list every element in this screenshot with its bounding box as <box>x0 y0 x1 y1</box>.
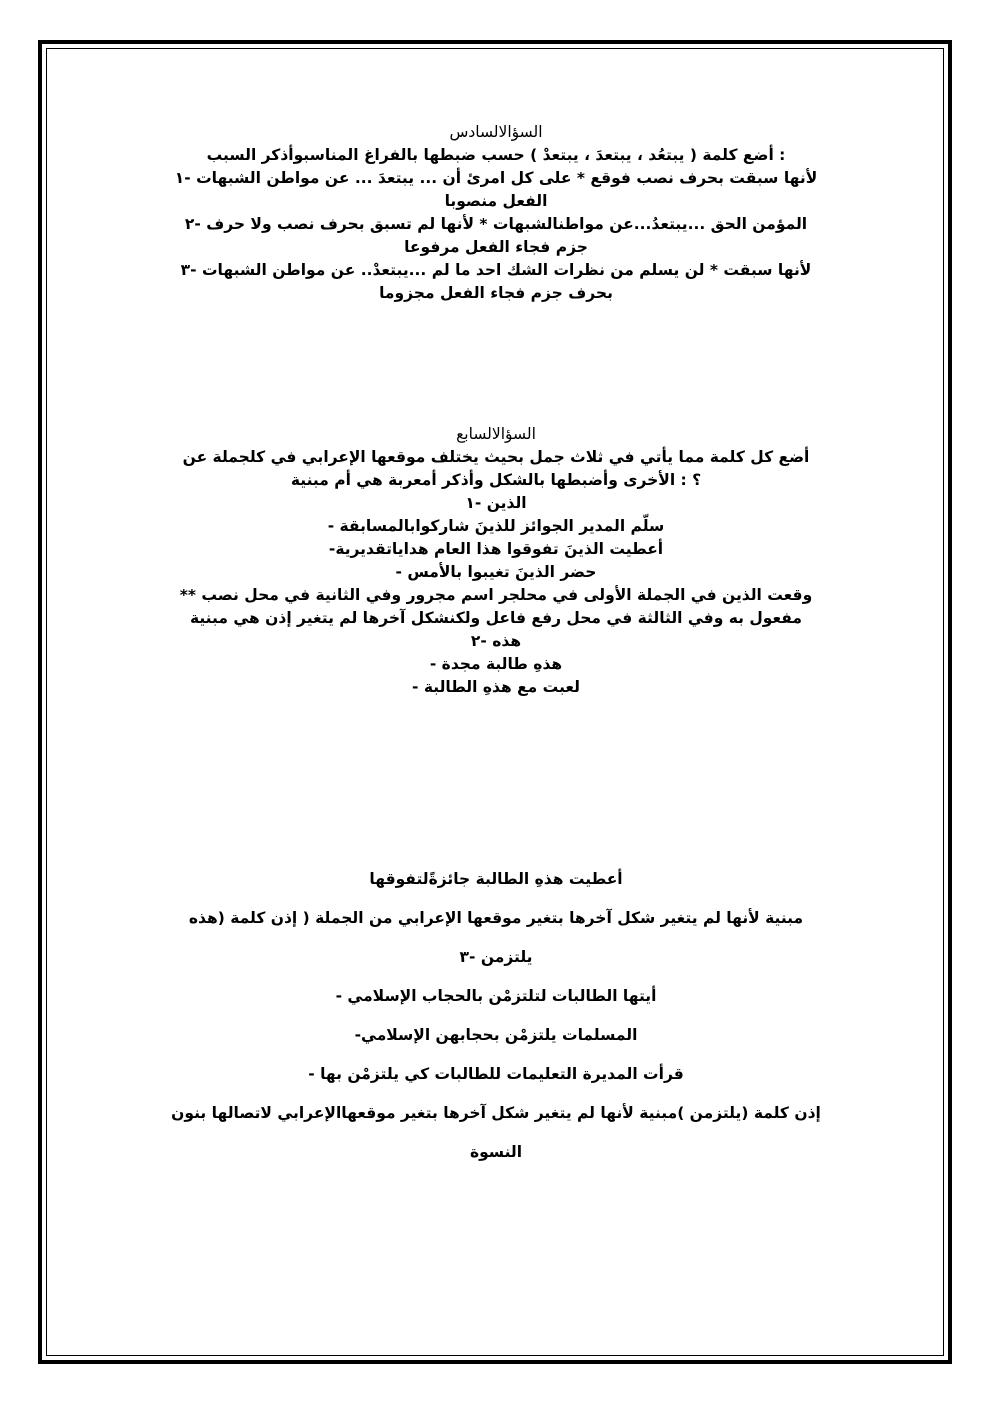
question-six-section <box>130 121 862 305</box>
question-seven-line: أعطيت الذينَ تفوقوا هذا العام هداياتقديرية- <box>328 540 664 558</box>
question-six-title: السؤالالسادس <box>449 123 543 141</box>
question-seven-line: مفعول به وفي الثالثة في محل رفع فاعل ولكنشكل آخرها لم يتغير إذن هي مبنية <box>189 609 803 627</box>
question-six-line: لأنها سبقت * لن يسلم من نظرات الشك احد ما لم ...يبتعدْ.. عن مواطن الشبهات -٣ <box>180 261 812 279</box>
question-seven-continued-line: أعطيت هذهِ الطالبة جائزةًلتفوقها <box>369 870 623 888</box>
question-seven-section <box>130 423 862 699</box>
question-seven-line: هذه -٢ <box>470 632 522 650</box>
question-seven-continued-line: إذن كلمة (يلتزمن )مبنية لأنها لم يتغير شكل آخرها بتغير موقعهاالإعرابي لاتصالها بنون <box>171 1104 821 1122</box>
question-six-line: جزم فجاء الفعل مرفوعا <box>404 238 588 256</box>
question-seven-line: وقعت الذين في الجملة الأولى في محلجر اسم مجرور وفي الثانية في محل نصب ** <box>179 586 813 604</box>
question-seven-line: حضر الذينَ تغيبوا بالأمس - <box>395 563 597 581</box>
question-seven-continued-line: النسوة <box>469 1143 523 1161</box>
question-seven-title: السؤالالسابع <box>456 425 536 443</box>
question-six-line: المؤمن الحق ...يبتعدُ...عن مواطنالشبهات * لأنها لم تسبق بحرف نصب ولا حرف -٢ <box>184 215 808 233</box>
question-seven-line: لعبت مع هذهِ الطالبة - <box>412 678 580 696</box>
question-six-line: لأنها سبقت بحرف نصب فوقع * على كل امرئ أن ... يبتعدَ ... عن مواطن الشبهات -١ <box>174 169 818 187</box>
question-seven-continued-line: مبنية لأنها لم يتغير شكل آخرها بتغير موقعها الإعرابي من الجملة ( إذن كلمة (هذه <box>188 909 804 927</box>
question-six-line: بحرف جزم فجاء الفعل مجزوما <box>379 284 613 302</box>
question-seven-continued-section <box>130 860 862 1172</box>
question-seven-continued-line: قرأت المديرة التعليمات للطالبات كي يلتزمْن بها - <box>308 1065 684 1083</box>
question-seven-continued-line: أيتها الطالبات لتلتزمْن بالحجاب الإسلامي - <box>335 987 657 1005</box>
question-seven-continued-line: المسلمات يلتزمْن بحجابهن الإسلامي- <box>354 1026 638 1044</box>
question-seven-line: سلّم المدير الجوائز للذينَ شاركوابالمسابقة - <box>327 517 665 535</box>
question-seven-line: هذهِ طالبة مجدة - <box>429 655 563 673</box>
question-seven-instruction: أضع كل كلمة مما يأتي في ثلاث جمل بحيث يختلف موقعها الإعرابي في كلجملة عن <box>182 448 810 466</box>
question-seven-line: الذين -١ <box>465 494 527 512</box>
question-seven-continued-line: يلتزمن -٣ <box>459 948 533 966</box>
question-six-instruction: : أضع كلمة ( يبتعُد ، يبتعدَ ، يبتعدْ ) حسب ضبطها بالفراغ المناسبوأذكر السبب <box>206 146 786 164</box>
question-seven-instruction: ؟ : الأخرى وأضبطها بالشكل وأذكر أمعربة هي أم مبنية <box>290 471 702 489</box>
question-six-line: الفعل منصوبا <box>444 192 548 210</box>
